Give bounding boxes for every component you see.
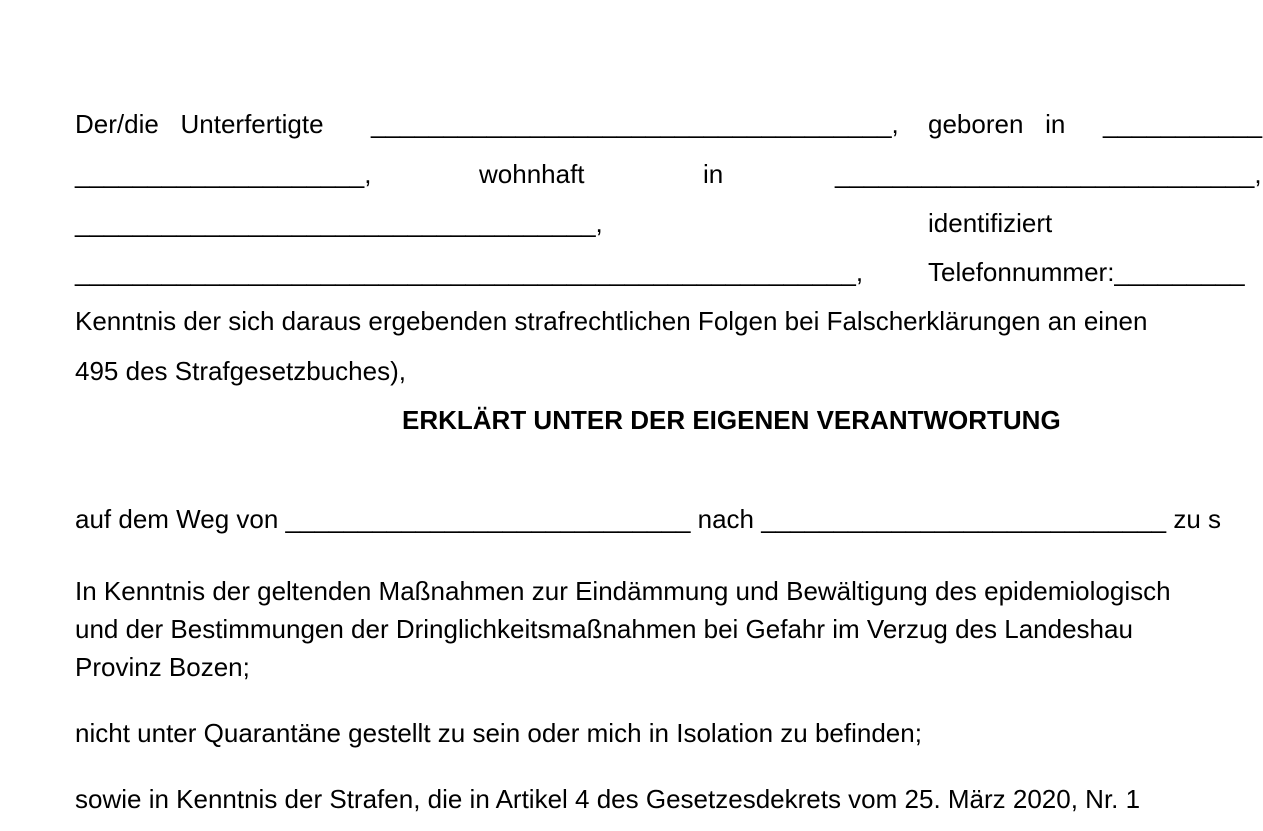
awareness-line: Kenntnis der sich daraus ergebenden strafrechtlichen Folgen bei Falscherklärungen an einen	[75, 306, 1148, 336]
address-blank: ____________________________________,	[75, 208, 603, 238]
label-identified: identifiziert	[928, 208, 1053, 238]
measures-line-3: Provinz Bozen;	[75, 652, 250, 682]
quarantine-line: nicht unter Quarantäne gestellt zu sein oder mich in Isolation zu befinden;	[75, 718, 922, 748]
measures-line-2: und der Bestimmungen der Dringlichkeitsmaßnahmen bei Gefahr im Verzug des Landeshau	[75, 614, 1133, 644]
name-blank: ____________________________________,	[371, 109, 899, 139]
birthplace-blank: ___________	[1103, 109, 1263, 139]
label-born-in: geboren in	[928, 109, 1066, 139]
declaration-heading: ERKLÄRT UNTER DER EIGENEN VERANTWORTUNG	[402, 405, 1061, 435]
birthdate-blank: ____________________,	[75, 159, 372, 189]
label-resident-in: in	[703, 159, 724, 189]
label-resident: wohnhaft	[479, 159, 585, 189]
residence-blank: _____________________________,	[835, 159, 1262, 189]
label-undersigned: Der/die Unterfertigte	[75, 109, 324, 139]
measures-line-1: In Kenntnis der geltenden Maßnahmen zur Eindämmung und Bewältigung des epidemiologisch	[75, 576, 1171, 606]
label-phone: Telefonnummer:_________	[928, 257, 1245, 287]
penalties-line: sowie in Kenntnis der Strafen, die in Artikel 4 des Gesetzesdekrets vom 25. März 2020, Nr. 1	[75, 784, 1141, 814]
awareness-line-2: 495 des Strafgesetzbuches),	[75, 356, 406, 386]
route-line: auf dem Weg von ____________________________ nach ____________________________ zu s	[75, 504, 1222, 534]
id-document-blank: ______________________________________________________,	[75, 257, 864, 287]
